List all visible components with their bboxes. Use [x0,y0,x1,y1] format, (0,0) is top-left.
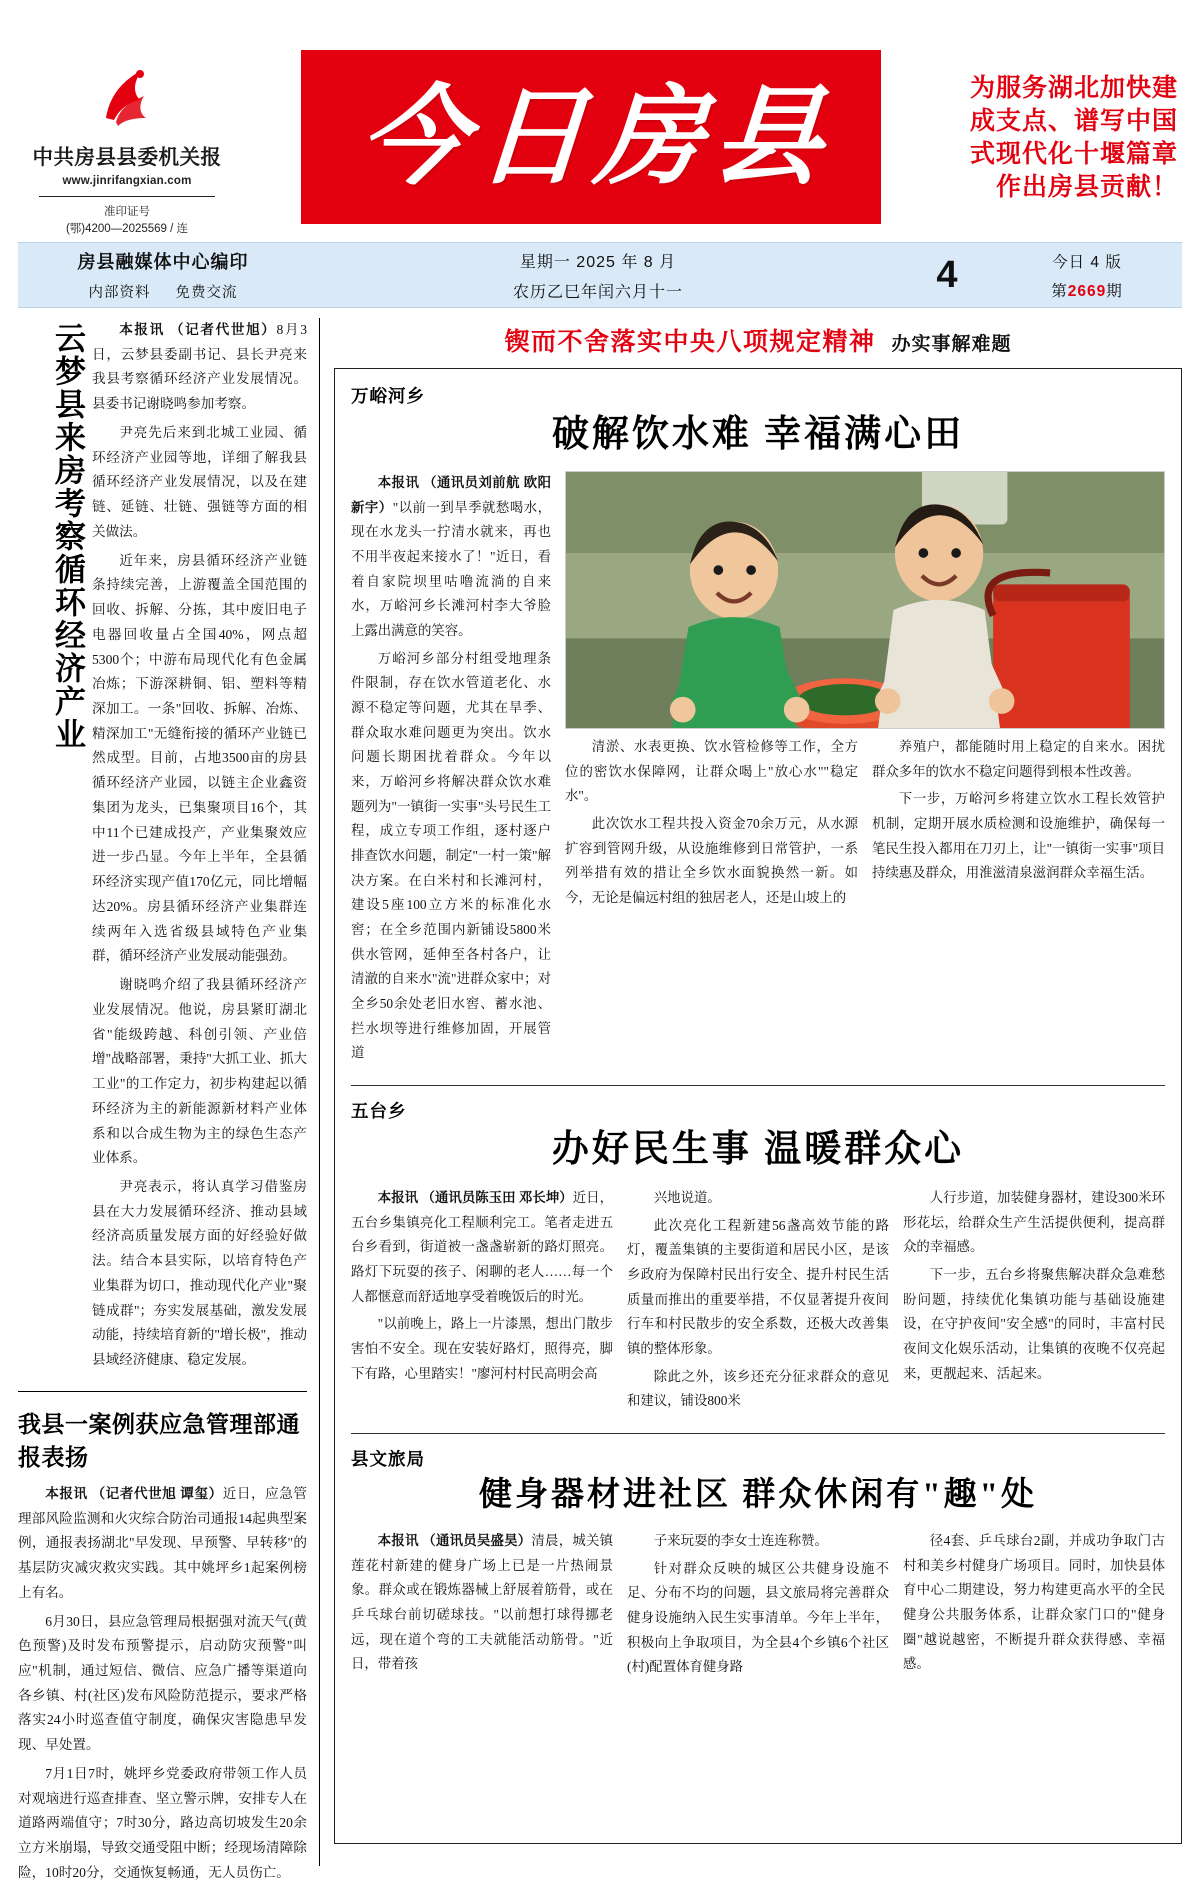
left-column [18,318,320,1880]
story2-col1 [351,1186,613,1417]
story1-columns [351,471,1165,1069]
story1-photo [565,471,1165,729]
second-article-paragraph: 7月1日7时，姚坪乡党委政府带领工作人员对观垴进行巡查排查、坚立警示牌，安排专人在道路两端值守；7时30分，路边高切坡发生20余立方米崩塌，导致交通受阻中断；经现场清障除险，10时20分，交通恢复畅通，无人员伤亡。 [18,1765,307,1880]
issue-number-line [992,279,1182,301]
second-article-headline: 我县一案例获应急管理部通报表扬 [18,1411,300,1470]
story3-byline: 本报讯 （通讯员吴盛昊） [377,1533,532,1549]
story2-col2 [627,1186,889,1417]
stories-frame [334,368,1182,1844]
right-column [320,318,1182,1866]
lead-article-paragraph: 谢晓鸣介绍了我县循环经济产业发展情况。他说，房县紧盯湖北省"能级跨越、科创引领、产业倍增"战略部署，秉持"大抓工业、抓大工业"的工作定力，初步构建起以循环经济为主的新能源新材料产业体系和以合成生物为主的绿色生态产业体系。 [92,977,308,1166]
story1-paragraph: 此次饮水工程共投入资金70余万元，从水源扩容到管网升级，从设施维修到日常管护，一系列举措有效的措让全乡饮水面貌换然一新。如今，无论是偏远村组的独居老人，还是山坡上的 [565,816,858,906]
second-article [18,1406,307,1886]
story1-paragraph: 万峪河乡部分村组受地理条件限制，存在饮水管道老化、水源不稳定等问题，尤其在旱季、群众取水难问题更为突出。饮水问题长期困扰着群众。今年以来，万峪河乡将解决群众饮水难题列为"一镇街一实事"头号民生工程，成立专项工作组，逐村逐户排查饮水问题，制定"一村一策"解决方案。在白米村和长滩河村，建设5座100立方米的标准化水窖；在全乡范围内新铺设5800米供水管网，延伸至各村各户，让清澈的自来水"流"进群众家中；对全乡50余处老旧水窖、蓄水池、拦水坝等进行维修加固，开展管道 [351,650,551,1061]
story-divider-1 [351,1085,1165,1086]
free-exchange-label: 免费交流 [175,285,238,301]
lead-article-paragraph: 尹亮先后来到北城工业园、循环经济产业园等地，详细了解我县循环经济产业发展情况，以及在建链、延链、壮链、强链等方面的相关做法。 [92,424,307,539]
story2-c1p0: 近日，五台乡集镇亮化工程顺利完工。笔者走进五台乡看到，街道被一盏盏崭新的路灯照亮。路灯下玩耍的孩子、闲聊的老人……每一个人都惬意而舒适地享受着晚饭后的时光。 [351,1190,614,1304]
license-label: 准印证号 [103,206,150,218]
second-article-p0: 近日，应急管理部风险监测和火灾综合防治司通报14起典型案例，通报表扬湖北"早发现、早预警、早转移"的基层防灾减灾救灾实践。其中姚坪乡1起案例榜上有名。 [18,1485,307,1600]
story3-col3 [903,1529,1165,1683]
issue-block [992,250,1182,301]
story3-paragraph: 子来玩耍的李女士连连称赞。 [653,1533,828,1549]
license-number: (鄂)4200—2025569 / 连 [65,222,189,235]
publisher-name: 房县融媒体中心编印 [77,252,249,272]
story3-col1 [351,1529,613,1683]
license-info [66,204,188,237]
story2-paragraph: 下一步，五台乡将聚焦解决群众急难愁盼问题，持续优化集镇功能与基础设施建设，在守护夜间"安全感"的同时，丰富村民夜间文化娱乐活动，让集镇的夜晚不仅亮起来，更靓起来、活起来。 [903,1266,1165,1381]
story1-col1 [351,471,551,1069]
pages-today: 今日 4 版 [1052,253,1122,271]
issue-number: 2669 [1067,282,1107,300]
banner-sub-text: 办实事解难题 [891,334,1012,355]
story3-paragraph: 径4套、乒乓球台2副，并成功争取门古村和美乡村健身广场项目。同时，加快县体育中心二期建设，努力构建更高水平的全民健身公共服务体系，让群众家门口的"健身圈"越说越密，不断提升群众获得感、幸福感。 [903,1533,1165,1672]
publisher-organization: 中共房县县委机关报 [32,146,222,169]
story2-kicker: 五台乡 [351,1100,407,1121]
story3-columns [351,1529,1165,1683]
left-column-divider [18,1391,307,1392]
publisher-block [18,248,294,302]
lead-article-vertical-headline: 云梦县来房考察循环经济产业 [50,322,85,751]
story2-paragraph: "以前晚上，路上一片漆黑，想出门散步害怕不安全。现在安装好路灯，照得亮，脚下有路，心里踏实！"廖河村村民高明会高 [351,1316,613,1381]
banner-main-text: 锲而不舍落实中央八项规定精神 [504,329,876,356]
lead-article-paragraph: 近年来，房县循环经济产业链条持续完善，上游覆盖全国范围的回收、拆解、分拣，其中废旧电子电器回收量占全国40%，网点超5300个；中游布局现代化有色金属冶炼；下游深耕铜、铝、塑料等精深加工。一条"回收、拆解、冶炼、精深加工"无缝衔接的循环产业链已然成型。目前，占地3500亩的房县循环经济产业园，以链主企业鑫资集团为龙头，已集聚项目16个，其中11个已建成投产，产业集聚效应进一步凸显。今年上半年，全县循环经济实现产值170亿元，同比增幅达20%。房县循环经济产业集群连续两年入选省级县域特色产业集群，循环经济产业发展动能强劲。 [92,552,307,964]
story3-c1p0: 清晨，城关镇莲花村新建的健身广场上已是一片热闹景象。群众或在锻炼器械上舒展着筋骨，或在乒乓球台前切磋球技。"以前想打球得挪老远，现在道个弯的工夫就能活动筋骨。"近日，带着孩 [351,1533,614,1672]
gregorian-date: 星期一 2025 年 8 月 [519,253,677,271]
story1-col2 [565,735,858,914]
masthead [18,0,1182,235]
story2-paragraph: 兴地说道。 [653,1190,721,1205]
lead-article-p0: 8月3日，云梦县委副书记、县长尹亮来我县考察循环经济产业发展情况。县委书记谢晓鸣参加考察。 [92,322,307,412]
story2-paragraph [351,1186,613,1309]
story2-headline: 办好民生事 温暖群众心 [551,1128,965,1170]
page-number: 4 [936,253,958,296]
story2-byline: 本报讯 （通讯员陈玉田 邓长坤） [377,1190,573,1205]
story1-headline: 破解饮水难 幸福满心田 [551,414,965,455]
story1-kicker: 万峪河乡 [351,386,425,406]
story2-paragraph: 除此之外，该乡还充分征求群众的意见和建议，铺设800米 [627,1368,889,1409]
second-article-paragraph [18,1482,307,1606]
story1-byline: 本报讯 （通讯员刘前航 欧阳新宇） [351,475,551,515]
masthead-divider [39,196,215,197]
lead-article-byline: 本报讯 （记者代世旭） [119,322,277,337]
story1-paragraph: 养殖户，都能随时用上稳定的自来水。困扰群众多年的饮水不稳定问题得到根本性改善。 [872,739,1165,779]
masthead-right [946,46,1182,230]
lead-article [18,318,307,1377]
website-url[interactable]: www.jinrifangxian.com [62,175,192,187]
date-block [294,249,902,302]
story3-col2 [627,1529,889,1683]
lead-article-paragraph: 尹亮表示，将认真学习借鉴房县在大力发展循环经济、推动县域经济高质量发展方面的好经验好做法。结合本县实际，以培育特色产业集群为切口，推动现代化产业"聚链成群"；夯实发展基础，激发发展动能，持续培育新的"增长极"，推动县域经济健康、稳定发展。 [92,1178,308,1368]
story1-paragraph: 清淤、水表更换、饮水管检修等工作，全方位的密饮水保障网，让群众喝上"放心水""稳定水"。 [565,739,858,804]
lead-article-body [84,318,307,1377]
story2-paragraph: 人行步道，加装健身器材，建设300米环形花坛，给群众生产生活提供便利，提高群众的幸福感。 [903,1190,1165,1255]
story3-headline: 健身器材进社区 群众休闲有"趣"处 [479,1476,1037,1513]
story3-paragraph: 针对群众反映的城区公共健身设施不足、分布不均的问题，县文旅局将完善群众健身设施纳入民生实事清单。今年上半年，积极向上争取项目，为全县4个乡镇6个社区(村)配置体育健身路 [627,1560,889,1675]
section-banner [334,318,1182,368]
newspaper-nameplate [301,50,881,224]
internal-material-label: 内部资料 [88,285,151,301]
second-article-paragraph: 6月30日，县应急管理局根据强对流天气(黄色预警)及时发布预警提示，启动防灾预警"叫应"机制，通过短信、微信、应急广播等渠道向各乡镇、村(社区)发布风险防范提示，要求严格落实24小时巡查值守制度，确保灾害隐患早发现、早处置。 [18,1613,307,1753]
page-content [18,318,1182,1880]
masthead-left [18,46,236,235]
story1-col3 [872,735,1165,914]
story2-paragraph: 此次亮化工程新建56盏高效节能的路灯，覆盖集镇的主要街道和居民小区，是该乡政府为保障村民出行安全、提升村民生活质量而推出的重要举措，不仅显著提升夜间行车和村民散步的安全系数，还极大改善集镇的整体形象。 [627,1217,889,1356]
lunar-date: 农历乙巳年闰六月十一 [512,283,683,301]
masthead-slogan: 为服务湖北加快建成支点、谱写中国式现代化十堰篇章作出房县贡献！ [969,74,1178,201]
publication-notes [32,281,294,302]
issue-prefix: 第 [1051,282,1068,300]
second-article-body [18,1482,307,1886]
issue-suffix: 期 [1106,282,1123,300]
story1-paragraph [351,471,551,644]
story1-c1p0: "以前一到旱季就愁喝水，现在水龙头一拧清水就来，再也不用半夜起来接水了！"近日，看着自家院坝里咕噜流淌的自来水，万峪河乡长滩河村李大爷脸上露出满意的笑容。 [351,499,551,639]
story-lighting-project [351,1098,1165,1417]
story-fitness-equipment [351,1446,1165,1683]
story1-lower-columns [565,735,1165,914]
story3-kicker: 县文旅局 [351,1448,425,1469]
second-article-byline: 本报讯 （记者代世旭 谭玺） [45,1485,223,1501]
masthead-center [236,46,946,230]
story1-right-block [565,471,1165,1069]
lead-article-paragraph [92,318,307,417]
phoenix-logo-icon [90,58,164,132]
story2-col3 [903,1186,1165,1417]
story1-paragraph: 下一步，万峪河乡将建立饮水工程长效管护机制，定期开展水质检测和设施维护，确保每一笔民生投入都用在刀刃上，让"一镇街一实事"项目持续惠及群众，用淮滋清泉滋润群众幸福生活。 [872,791,1165,881]
story-divider-2 [351,1433,1165,1434]
story3-paragraph [351,1529,613,1677]
newspaper-title: 今日房县 [355,74,837,200]
story2-columns [351,1186,1165,1417]
issue-info-bar [18,242,1182,308]
story-water-supply [351,383,1165,1069]
